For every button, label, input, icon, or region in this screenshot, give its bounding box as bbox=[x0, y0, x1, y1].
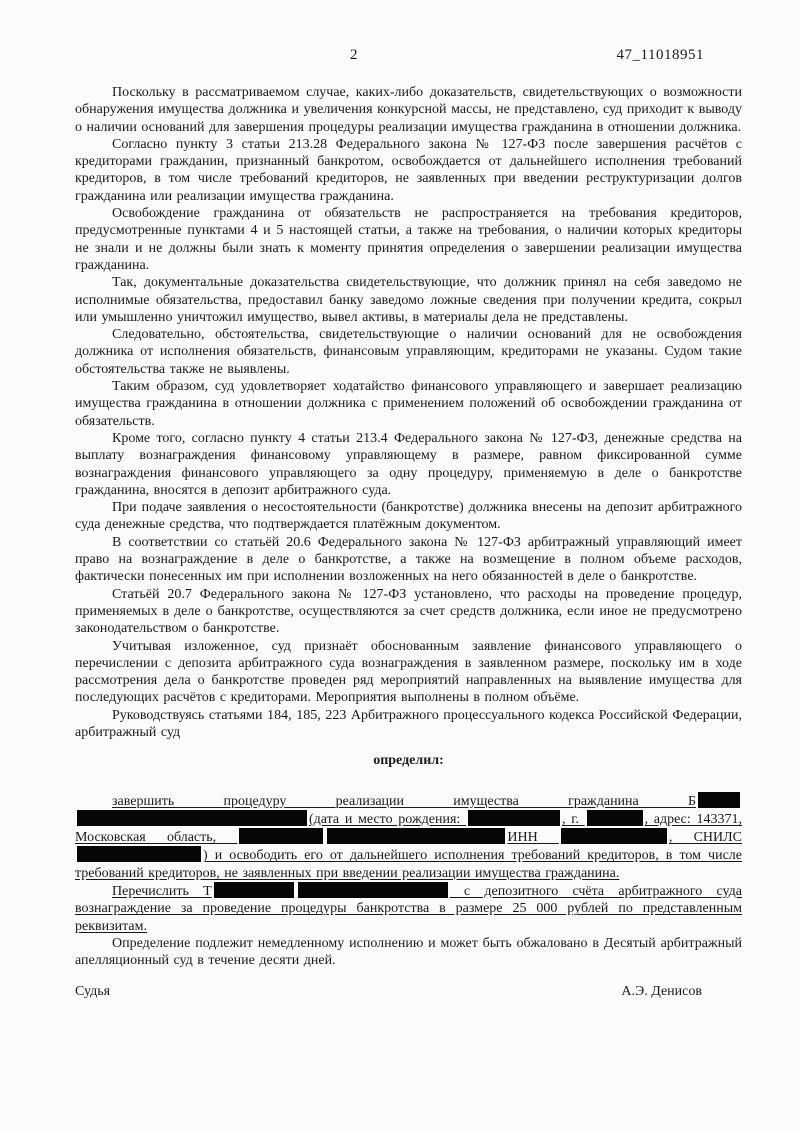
redaction-box bbox=[298, 882, 448, 898]
document-body bbox=[75, 84, 742, 1000]
paragraph-8: При подаче заявления о несостоятельности (банкротстве) должника внесены на депозит арбитражного суда денежные средства, что подтверждается платёжным документом. bbox=[75, 500, 742, 533]
redaction-box bbox=[327, 828, 505, 844]
ruling-text-segment: завершить процедуру реализации имущества гражданина Б bbox=[112, 793, 696, 809]
ruling-text-segment: Перечислить Т bbox=[112, 884, 212, 900]
redaction-box bbox=[77, 810, 307, 826]
paragraph-7: Кроме того, согласно пункту 4 статьи 213.4 Федерального закона № 127-ФЗ, денежные средства на выплату вознаграждения финансовому управляющему в размере, равном фиксированной сумме вознаграждения финансового управляющего за одну процедуру, применяемую в деле о банкротстве гражданина, вносятся в депозит арбитражного суда. bbox=[75, 430, 742, 498]
ruling-text-segment: (дата и место рождения: bbox=[309, 811, 466, 827]
paragraph-3: Освобождение гражданина от обязательств не распространяется на требования кредиторов, предусмотренные пунктами 4 и 5 настоящей статьи, а также на требования, о наличии которых кредиторы не знали и не должны были знать к моменту принятия определения о завершении реализации имущества гражданина. bbox=[75, 206, 742, 273]
redaction-box bbox=[561, 828, 667, 844]
ruling-text-segment: ) и освободить его от дальнейшего исполнения требований кредиторов, в том числе требований кредиторов, не заявленных при введении реализации имущества гражданина. bbox=[75, 848, 742, 881]
paragraph-12: Руководствуясь статьями 184, 185, 223 Арбитражного процессуального кодекса Российской Федерации, арбитражный суд bbox=[75, 707, 742, 740]
redaction-box bbox=[214, 882, 294, 898]
ruling-paragraph-complete-procedure bbox=[75, 792, 742, 882]
page-number: 2 bbox=[350, 47, 358, 63]
paragraph-1: Поскольку в рассматриваемом случае, каких-либо доказательств, свидетельствующих о возможности обнаружения имущества должника и увеличения конкурсной массы, не представлено, суд приходит к выводу о наличии оснований для завершения процедуры реализации имущества гражданина в отношении должника. bbox=[75, 85, 742, 135]
signature-row bbox=[75, 983, 742, 1000]
ruling-text-segment: с депозитного счёта арбитражного суда вознаграждение за проведение процедуры банкротства в размере 25 000 рублей по представленным реквизитам. bbox=[75, 884, 742, 934]
judge-role-label: Судья bbox=[75, 983, 111, 999]
case-number: 47_11018951 bbox=[616, 47, 704, 63]
ruling-text-segment: , адрес: 143371, Московская область, bbox=[75, 811, 742, 846]
redaction-box bbox=[587, 810, 643, 826]
redaction-box bbox=[77, 846, 201, 862]
redaction-box bbox=[698, 792, 740, 808]
redaction-box bbox=[239, 828, 323, 844]
paragraph-10: Статьёй 20.7 Федерального закона № 127-ФЗ установлено, что расходы на проведение процедур, применяемых в деле о банкротстве, осуществляются за счет средств должника, если иное не предусмотрено законодательством о банкротстве. bbox=[75, 586, 742, 637]
paragraph-9: В соответствии со статьёй 20.6 Федерального закона № 127-ФЗ арбитражный управляющий имеет право на вознаграждение в деле о банкротстве, а также на возмещение в полном объеме расходов, фактически понесенных им при исполнении возложенных на него обязанностей в деле о банкротстве. bbox=[75, 534, 742, 585]
ruling-text-segment: , СНИЛС bbox=[668, 830, 742, 846]
paragraph-11: Учитывая изложенное, суд признаёт обоснованным заявление финансового управляющего о перечислении с депозита арбитражного суда вознаграждения в заявленном размере, поскольку им в ходе рассмотрения дела о банкротстве проведен ряд мероприятий направленных на выявление имущества для последующих расчётов с кредиторами. Мероприятия выполнены в полном объёме. bbox=[75, 638, 742, 706]
paragraph-4: Так, документальные доказательства свидетельствующие, что должник принял на себя заведомо не исполнимые обязательства, предоставил банку заведомо ложные сведения при получении кредита, сокрыл или умышленно уничтожил имущество, вывел активы, в материалы дела не представлены. bbox=[75, 275, 742, 325]
redaction-box bbox=[468, 810, 560, 826]
ruling-text-segment: ИНН bbox=[507, 830, 559, 846]
ruling-heading: определил: bbox=[373, 753, 444, 769]
paragraph-2: Согласно пункту 3 статьи 213.28 Федерального закона № 127-ФЗ после завершения расчётов с кредиторами гражданин, признанный банкротом, освобождается от дальнейшего исполнения требований кредиторов, в том числе требований кредиторов, не заявленных при введении реструктуризации долгов гражданина или реализации имущества гражданина. bbox=[75, 136, 742, 204]
paragraph-5: Следовательно, обстоятельства, свидетельствующие о наличии оснований для не освобождения должника от исполнения обязательств, финансовым управляющим, кредиторами не указаны. Судом такие обстоятельства также не выявлены. bbox=[75, 327, 742, 377]
ruling-paragraph-appeal: Определение подлежит немедленному исполнению и может быть обжаловано в Десятый арбитражный апелляционный суд в течение десяти дней. bbox=[75, 935, 742, 969]
ruling-paragraph-payment bbox=[75, 882, 742, 935]
ruling-text-segment: , г. bbox=[562, 811, 585, 827]
paragraph-6: Таким образом, суд удовлетворяет ходатайство финансового управляющего и завершает реализацию имущества гражданина в отношении должника с применением положений об освобождении гражданина от обязательств. bbox=[75, 379, 742, 429]
judge-name: А.Э. Денисов bbox=[621, 983, 702, 999]
